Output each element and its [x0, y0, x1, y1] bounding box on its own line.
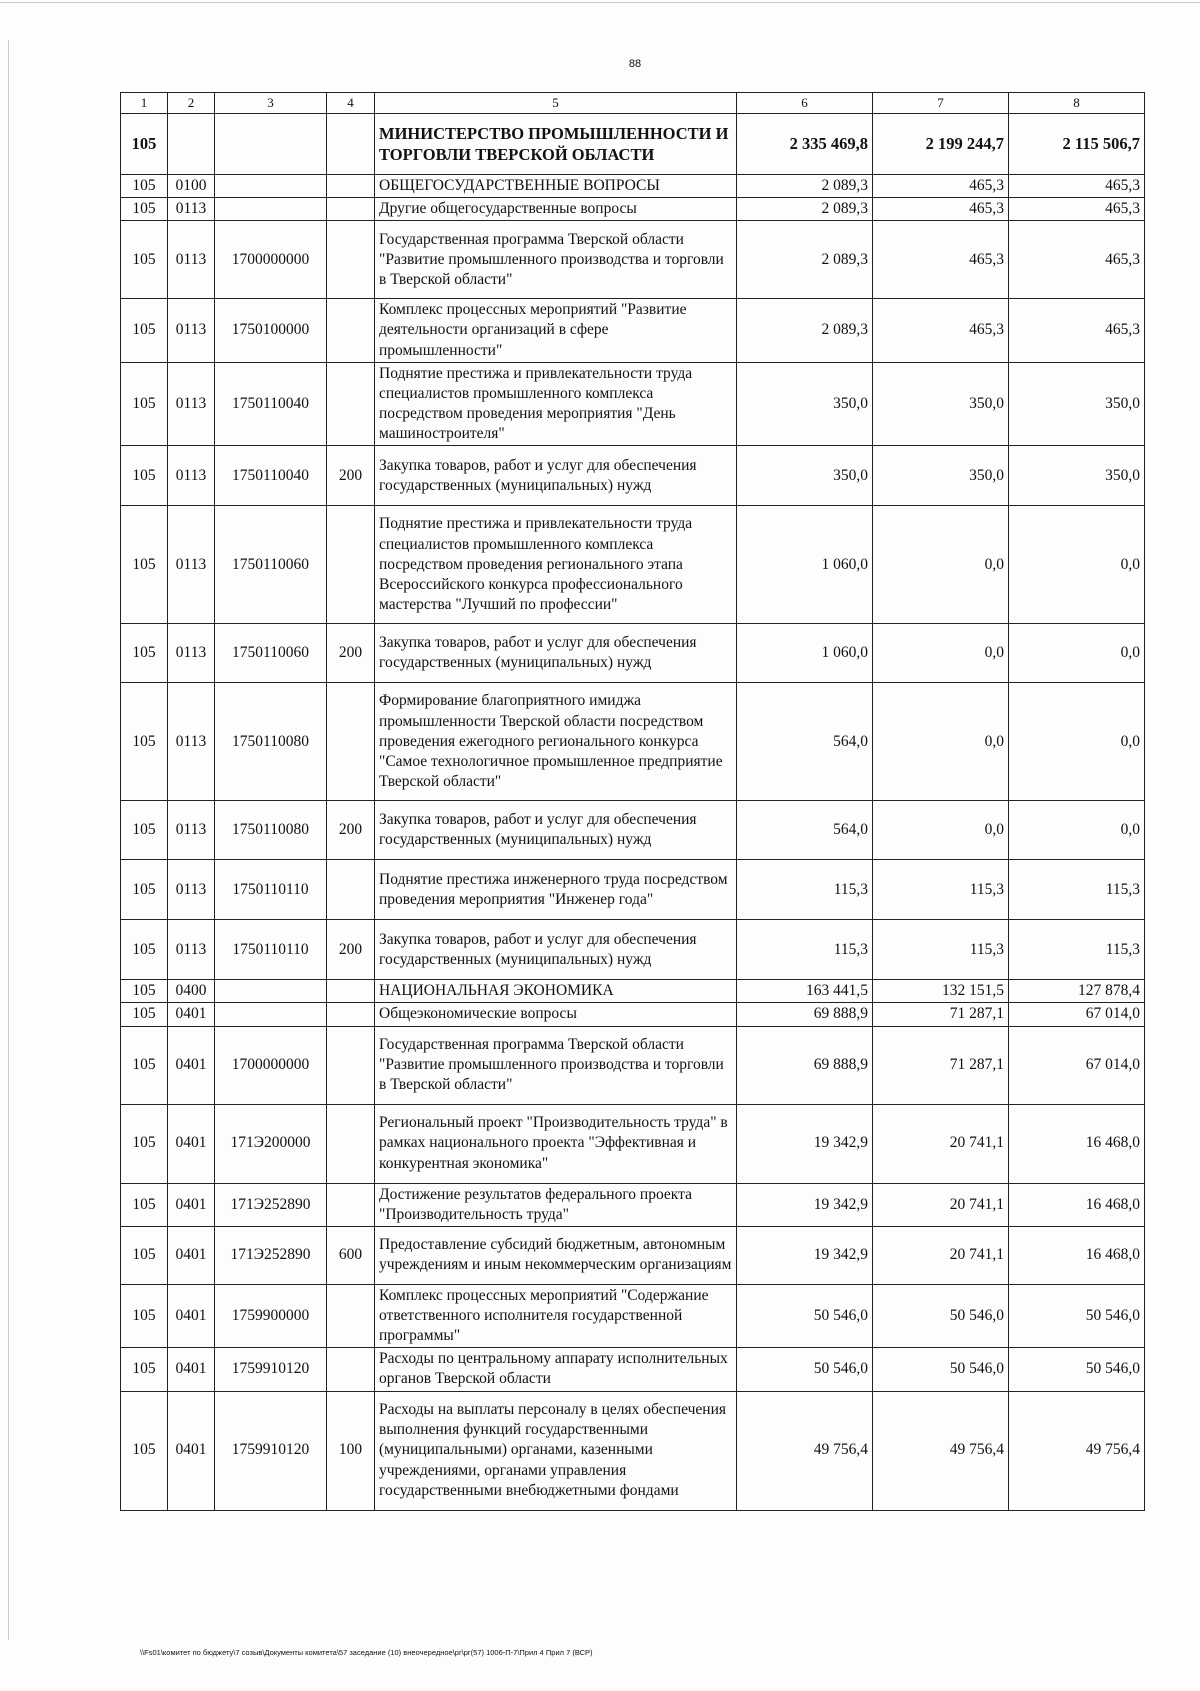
target-article-code: 1759900000	[215, 1284, 327, 1347]
section-code: 0113	[168, 683, 215, 801]
table-row	[121, 920, 1145, 980]
section-code: 0113	[168, 920, 215, 980]
chapter-code: 105	[121, 1226, 168, 1284]
section-code: 0100	[168, 175, 215, 198]
target-article-code	[215, 980, 327, 1003]
expense-type-code	[327, 114, 375, 175]
description: Государственная программа Тверской области "Развитие промышленного производства и торговли в Тверской области"	[375, 1026, 737, 1104]
description: Региональный проект "Производительность труда" в рамках национального проекта "Эффективная и конкурентная экономика"	[375, 1104, 737, 1183]
section-code: 0401	[168, 1391, 215, 1510]
amount-year-2: 49 756,4	[873, 1391, 1009, 1510]
amount-year-1: 50 546,0	[737, 1284, 873, 1347]
section-code: 0113	[168, 624, 215, 683]
target-article-code: 1700000000	[215, 1026, 327, 1104]
chapter-code: 105	[121, 1003, 168, 1026]
target-article-code: 1700000000	[215, 221, 327, 299]
expense-type-code	[327, 1104, 375, 1183]
table-row	[121, 114, 1145, 175]
amount-year-1: 163 441,5	[737, 980, 873, 1003]
description: Комплекс процессных мероприятий "Содержание ответственного исполнителя государственной программы"	[375, 1284, 737, 1347]
description: Предоставление субсидий бюджетным, автономным учреждениям и иным некоммерческим организациям	[375, 1226, 737, 1284]
description: Закупка товаров, работ и услуг для обеспечения государственных (муниципальных) нужд	[375, 446, 737, 506]
target-article-code: 1759910120	[215, 1391, 327, 1510]
amount-year-1: 350,0	[737, 362, 873, 446]
table-row	[121, 198, 1145, 221]
target-article-code: 171Э200000	[215, 1104, 327, 1183]
chapter-code: 105	[121, 299, 168, 362]
table-row	[121, 506, 1145, 624]
column-number-amount-year-3: 8	[1009, 93, 1145, 114]
target-article-code: 1750110110	[215, 860, 327, 920]
description: Комплекс процессных мероприятий "Развитие деятельности организаций в сфере промышленности"	[375, 299, 737, 362]
table-row	[121, 1183, 1145, 1226]
footer-file-path: \\Fs01\комитет по бюджету\7 созыв\Документы комитета\57 заседание (10) внеочередное\рг\рг(57) 1006-П-7\Прил 4 Прил 7 (ВСР)	[140, 1648, 593, 1657]
expense-type-code	[327, 221, 375, 299]
target-article-code: 1759910120	[215, 1348, 327, 1391]
expense-type-code: 600	[327, 1226, 375, 1284]
page-number: 88	[628, 58, 642, 70]
amount-year-3: 67 014,0	[1009, 1003, 1145, 1026]
amount-year-1: 2 089,3	[737, 175, 873, 198]
section-code: 0113	[168, 362, 215, 446]
description: Закупка товаров, работ и услуг для обеспечения государственных (муниципальных) нужд	[375, 624, 737, 683]
amount-year-2: 132 151,5	[873, 980, 1009, 1003]
table-row	[121, 175, 1145, 198]
column-number-amount-year-2: 7	[873, 93, 1009, 114]
amount-year-1: 564,0	[737, 801, 873, 860]
section-code: 0113	[168, 446, 215, 506]
amount-year-3: 115,3	[1009, 860, 1145, 920]
target-article-code: 171Э252890	[215, 1226, 327, 1284]
section-code: 0113	[168, 860, 215, 920]
description: Достижение результатов федерального проекта "Производительность труда"	[375, 1183, 737, 1226]
chapter-code: 105	[121, 1348, 168, 1391]
amount-year-1: 115,3	[737, 860, 873, 920]
target-article-code: 1750110080	[215, 801, 327, 860]
amount-year-3: 67 014,0	[1009, 1026, 1145, 1104]
amount-year-1: 49 756,4	[737, 1391, 873, 1510]
section-code: 0113	[168, 801, 215, 860]
chapter-code: 105	[121, 980, 168, 1003]
target-article-code: 171Э252890	[215, 1183, 327, 1226]
section-code: 0401	[168, 1183, 215, 1226]
amount-year-3: 50 546,0	[1009, 1284, 1145, 1347]
expense-type-code	[327, 1003, 375, 1026]
table-row	[121, 980, 1145, 1003]
amount-year-2: 115,3	[873, 920, 1009, 980]
expense-type-code	[327, 1348, 375, 1391]
amount-year-2: 350,0	[873, 362, 1009, 446]
chapter-code: 105	[121, 506, 168, 624]
target-article-code: 1750110040	[215, 446, 327, 506]
amount-year-2: 465,3	[873, 175, 1009, 198]
chapter-code: 105	[121, 114, 168, 175]
chapter-code: 105	[121, 1183, 168, 1226]
amount-year-3: 0,0	[1009, 624, 1145, 683]
scan-edge-line	[0, 2, 1200, 3]
section-code: 0401	[168, 1284, 215, 1347]
amount-year-2: 0,0	[873, 624, 1009, 683]
description: Поднятие престижа и привлекательности труда специалистов промышленного комплекса посредством проведения мероприятия "День машиностроителя"	[375, 362, 737, 446]
amount-year-1: 2 089,3	[737, 221, 873, 299]
section-code: 0401	[168, 1104, 215, 1183]
amount-year-1: 115,3	[737, 920, 873, 980]
column-number-target-article-code: 3	[215, 93, 327, 114]
chapter-code: 105	[121, 198, 168, 221]
column-number-expense-type-code: 4	[327, 93, 375, 114]
amount-year-2: 350,0	[873, 446, 1009, 506]
expense-type-code	[327, 860, 375, 920]
expense-type-code	[327, 1284, 375, 1347]
target-article-code: 1750110040	[215, 362, 327, 446]
chapter-code: 105	[121, 1391, 168, 1510]
amount-year-2: 50 546,0	[873, 1348, 1009, 1391]
amount-year-2: 0,0	[873, 506, 1009, 624]
amount-year-2: 20 741,1	[873, 1183, 1009, 1226]
amount-year-3: 465,3	[1009, 175, 1145, 198]
description: Закупка товаров, работ и услуг для обеспечения государственных (муниципальных) нужд	[375, 801, 737, 860]
description: Формирование благоприятного имиджа промышленности Тверской области посредством проведения ежегодного регионального конкурса "Самое технологичное промышленное предприятие Тверской области"	[375, 683, 737, 801]
table-row	[121, 446, 1145, 506]
table-row	[121, 1284, 1145, 1347]
amount-year-2: 2 199 244,7	[873, 114, 1009, 175]
column-number-chapter-code: 1	[121, 93, 168, 114]
table-row	[121, 860, 1145, 920]
chapter-code: 105	[121, 860, 168, 920]
chapter-code: 105	[121, 221, 168, 299]
table-row	[121, 1226, 1145, 1284]
amount-year-1: 1 060,0	[737, 624, 873, 683]
expense-type-code	[327, 299, 375, 362]
expense-type-code	[327, 1026, 375, 1104]
description: Расходы по центральному аппарату исполнительных органов Тверской области	[375, 1348, 737, 1391]
description: Расходы на выплаты персоналу в целях обеспечения выполнения функций государственными (муниципальными) органами, казенными учреждениями, органами управления государственными внебюджетными фондами	[375, 1391, 737, 1510]
amount-year-3: 16 468,0	[1009, 1183, 1145, 1226]
amount-year-3: 465,3	[1009, 299, 1145, 362]
chapter-code: 105	[121, 683, 168, 801]
table-row	[121, 624, 1145, 683]
column-number-row	[121, 93, 1145, 114]
section-code: 0401	[168, 1226, 215, 1284]
expense-type-code	[327, 362, 375, 446]
amount-year-2: 115,3	[873, 860, 1009, 920]
column-number-amount-year-1: 6	[737, 93, 873, 114]
section-code: 0113	[168, 221, 215, 299]
target-article-code: 1750110110	[215, 920, 327, 980]
amount-year-1: 2 335 469,8	[737, 114, 873, 175]
budget-table	[120, 92, 1145, 1511]
expense-type-code	[327, 198, 375, 221]
amount-year-3: 16 468,0	[1009, 1104, 1145, 1183]
amount-year-2: 50 546,0	[873, 1284, 1009, 1347]
amount-year-1: 2 089,3	[737, 198, 873, 221]
chapter-code: 105	[121, 920, 168, 980]
amount-year-1: 19 342,9	[737, 1226, 873, 1284]
table-row	[121, 1348, 1145, 1391]
chapter-code: 105	[121, 1026, 168, 1104]
chapter-code: 105	[121, 446, 168, 506]
target-article-code	[215, 114, 327, 175]
table-row	[121, 1104, 1145, 1183]
amount-year-2: 71 287,1	[873, 1026, 1009, 1104]
description: МИНИСТЕРСТВО ПРОМЫШЛЕННОСТИ И ТОРГОВЛИ ТВЕРСКОЙ ОБЛАСТИ	[375, 114, 737, 175]
amount-year-2: 71 287,1	[873, 1003, 1009, 1026]
scan-edge-line	[8, 40, 9, 1640]
table-row	[121, 221, 1145, 299]
description: Государственная программа Тверской области "Развитие промышленного производства и торговли в Тверской области"	[375, 221, 737, 299]
target-article-code	[215, 198, 327, 221]
expense-type-code	[327, 175, 375, 198]
amount-year-3: 465,3	[1009, 221, 1145, 299]
amount-year-3: 16 468,0	[1009, 1226, 1145, 1284]
amount-year-3: 0,0	[1009, 801, 1145, 860]
expense-type-code: 100	[327, 1391, 375, 1510]
amount-year-2: 465,3	[873, 221, 1009, 299]
expense-type-code	[327, 506, 375, 624]
amount-year-1: 50 546,0	[737, 1348, 873, 1391]
description: Поднятие престижа и привлекательности труда специалистов промышленного комплекса посредством проведения регионального этапа Всероссийского конкурса профессионального мастерства "Лучший по профессии"	[375, 506, 737, 624]
expense-type-code	[327, 1183, 375, 1226]
amount-year-3: 0,0	[1009, 683, 1145, 801]
amount-year-1: 69 888,9	[737, 1003, 873, 1026]
expense-type-code	[327, 683, 375, 801]
amount-year-2: 20 741,1	[873, 1104, 1009, 1183]
description: НАЦИОНАЛЬНАЯ ЭКОНОМИКА	[375, 980, 737, 1003]
column-number-description: 5	[375, 93, 737, 114]
chapter-code: 105	[121, 1104, 168, 1183]
chapter-code: 105	[121, 801, 168, 860]
expense-type-code: 200	[327, 801, 375, 860]
amount-year-1: 564,0	[737, 683, 873, 801]
description: Поднятие престижа инженерного труда посредством проведения мероприятия "Инженер года"	[375, 860, 737, 920]
amount-year-1: 19 342,9	[737, 1183, 873, 1226]
amount-year-1: 2 089,3	[737, 299, 873, 362]
amount-year-2: 465,3	[873, 198, 1009, 221]
table-row	[121, 1026, 1145, 1104]
table-row	[121, 299, 1145, 362]
table-row	[121, 362, 1145, 446]
amount-year-2: 20 741,1	[873, 1226, 1009, 1284]
amount-year-1: 69 888,9	[737, 1026, 873, 1104]
column-number-section-code: 2	[168, 93, 215, 114]
chapter-code: 105	[121, 362, 168, 446]
amount-year-1: 350,0	[737, 446, 873, 506]
description: Другие общегосударственные вопросы	[375, 198, 737, 221]
amount-year-3: 0,0	[1009, 506, 1145, 624]
amount-year-3: 465,3	[1009, 198, 1145, 221]
target-article-code: 1750110080	[215, 683, 327, 801]
expense-type-code: 200	[327, 446, 375, 506]
amount-year-3: 49 756,4	[1009, 1391, 1145, 1510]
amount-year-1: 19 342,9	[737, 1104, 873, 1183]
target-article-code	[215, 175, 327, 198]
chapter-code: 105	[121, 624, 168, 683]
section-code: 0401	[168, 1348, 215, 1391]
table-row	[121, 801, 1145, 860]
amount-year-2: 0,0	[873, 683, 1009, 801]
amount-year-3: 127 878,4	[1009, 980, 1145, 1003]
table-row	[121, 1003, 1145, 1026]
description: Закупка товаров, работ и услуг для обеспечения государственных (муниципальных) нужд	[375, 920, 737, 980]
expense-type-code: 200	[327, 624, 375, 683]
expense-type-code: 200	[327, 920, 375, 980]
amount-year-3: 2 115 506,7	[1009, 114, 1145, 175]
section-code: 0401	[168, 1003, 215, 1026]
chapter-code: 105	[121, 175, 168, 198]
amount-year-3: 350,0	[1009, 446, 1145, 506]
target-article-code: 1750100000	[215, 299, 327, 362]
section-code	[168, 114, 215, 175]
amount-year-2: 465,3	[873, 299, 1009, 362]
target-article-code	[215, 1003, 327, 1026]
table-row	[121, 1391, 1145, 1510]
target-article-code: 1750110060	[215, 624, 327, 683]
section-code: 0401	[168, 1026, 215, 1104]
amount-year-3: 350,0	[1009, 362, 1145, 446]
section-code: 0400	[168, 980, 215, 1003]
amount-year-1: 1 060,0	[737, 506, 873, 624]
description: Общеэкономические вопросы	[375, 1003, 737, 1026]
target-article-code: 1750110060	[215, 506, 327, 624]
expense-type-code	[327, 980, 375, 1003]
section-code: 0113	[168, 198, 215, 221]
table-row	[121, 683, 1145, 801]
section-code: 0113	[168, 506, 215, 624]
chapter-code: 105	[121, 1284, 168, 1347]
amount-year-2: 0,0	[873, 801, 1009, 860]
amount-year-3: 115,3	[1009, 920, 1145, 980]
amount-year-3: 50 546,0	[1009, 1348, 1145, 1391]
description: ОБЩЕГОСУДАРСТВЕННЫЕ ВОПРОСЫ	[375, 175, 737, 198]
section-code: 0113	[168, 299, 215, 362]
